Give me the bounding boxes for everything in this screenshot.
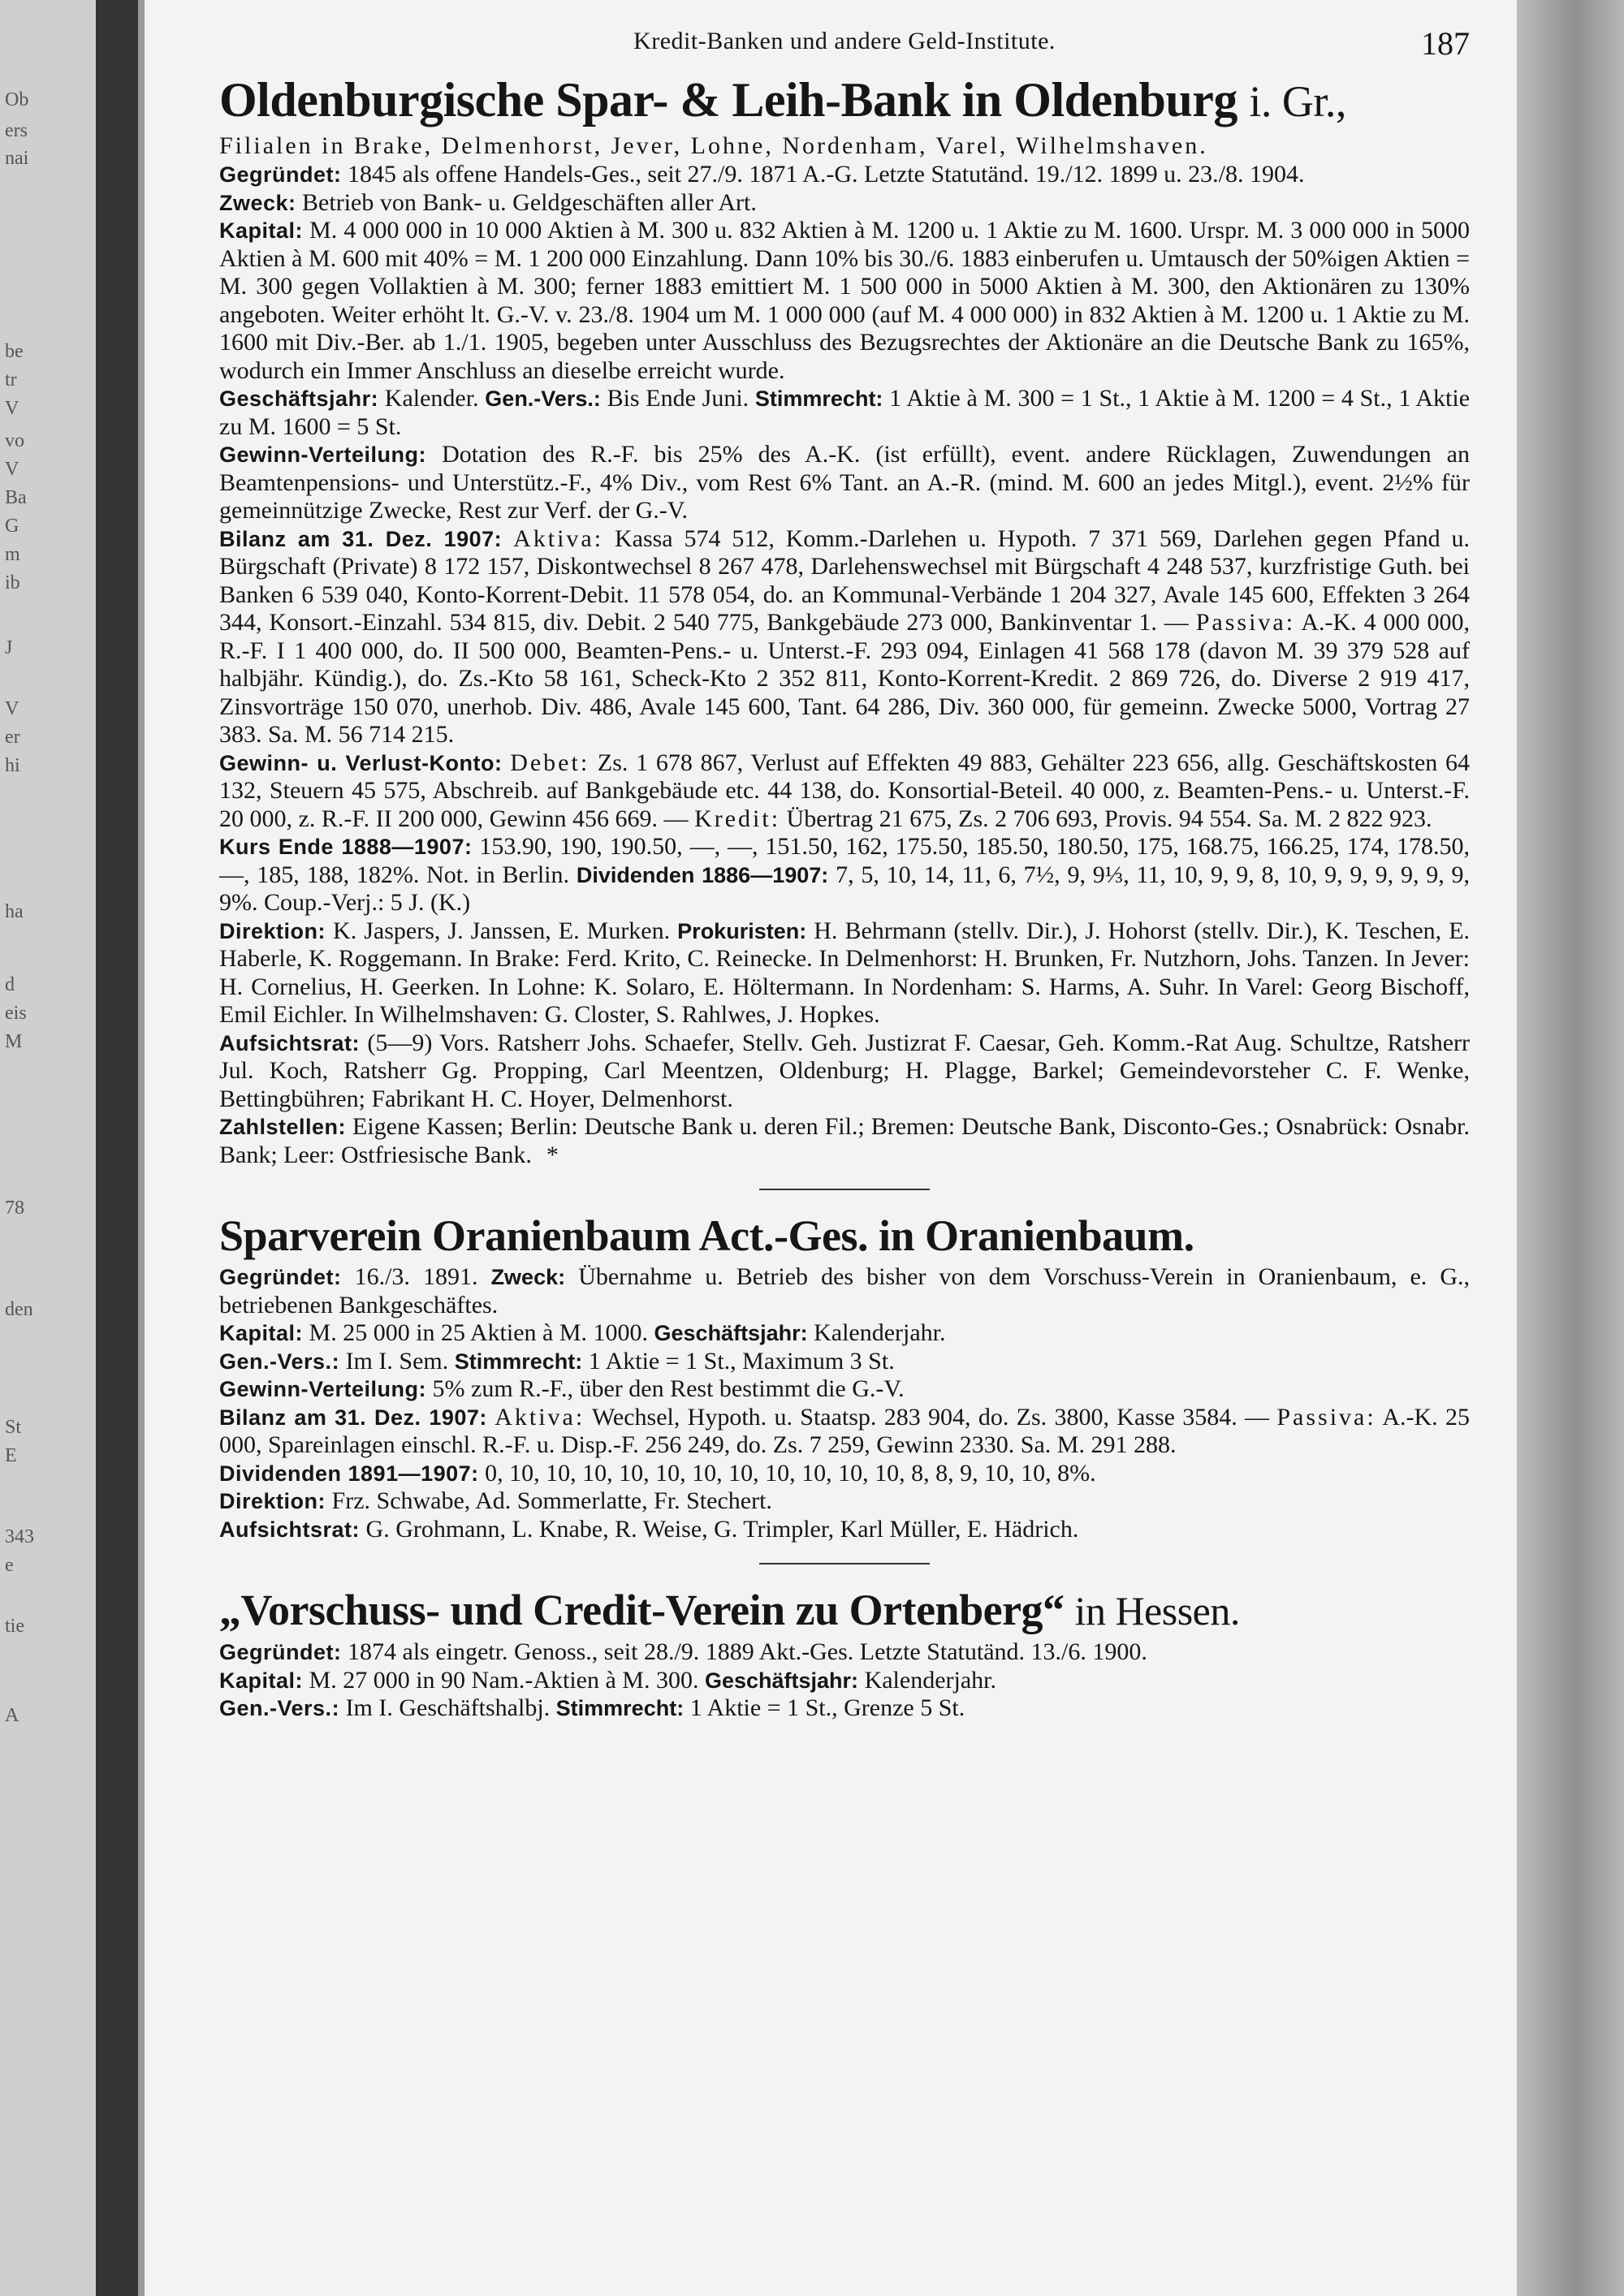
- entry-fiscal-year: [219, 385, 1470, 441]
- adjacent-page-fragment: ers: [5, 120, 28, 141]
- entry-capital: [219, 217, 1470, 385]
- aktiva-label: Aktiva:: [495, 1403, 585, 1431]
- entry-supervisory-board: [219, 1029, 1470, 1114]
- field-label: Gen.-Vers.:: [219, 1696, 340, 1720]
- adjacent-page-fragment: hi: [5, 755, 20, 776]
- adjacent-page-fragment: be: [5, 341, 24, 362]
- field-text: Übernahme u. Betrieb des bisher von dem Vorschuss-Verein in Oranienbaum, e. G., betriebenen Bankgeschäftes.: [219, 1263, 1471, 1318]
- adjacent-page-fragment: G: [5, 516, 19, 537]
- field-text: Eigene Kassen; Berlin: Deutsche Bank u. deren Fil.; Bremen: Deutsche Bank, Disconto-Ges.; Osnabrück: Osnabr. Bank; Leer: Ostfriesische Bank.: [219, 1113, 1470, 1168]
- entry-founded: [219, 161, 1470, 189]
- entry-paying-agents: [219, 1113, 1470, 1169]
- field-label: Direktion:: [219, 918, 326, 943]
- field-label: Gen.-Vers.:: [219, 1349, 340, 1374]
- field-text: H. Behrmann (stellv. Dir.), J. Hohorst (stellv. Dir.), K. Teschen, E. Haberle, K. Roggemann. In Brake: Ferd. Krito, C. Reinecke. In Delmenhorst: H. Brunken, Fr. Nutzhorn, Johs. Tanzen. In Jever: H. Cornelius, H. Geerken. In Lohne: K. Solaro, E. Höltermann. In Nordenham: S. Harms, A. Suhr. In Varel: Georg Bischoff, Emil Eichler. In Wilhelmshaven: G. Closter, S. Rahlwes, J. Hopkes.: [219, 917, 1471, 1028]
- field-label: Kapital:: [219, 1668, 304, 1693]
- adjacent-page-fragment: den: [5, 1299, 33, 1320]
- field-text: Im I. Sem.: [345, 1347, 449, 1375]
- entry-supervisory-board: [219, 1516, 1470, 1544]
- field-label: Gegründet:: [219, 1640, 342, 1664]
- field-label: Dividenden 1886—1907:: [576, 862, 829, 887]
- field-text: M. 27 000 in 90 Nam.-Aktien à M. 300.: [309, 1666, 699, 1694]
- entry-profit-distribution: [219, 441, 1470, 525]
- entry-capital: [219, 1667, 1470, 1695]
- field-label: Stimmrecht:: [754, 386, 883, 411]
- field-text: M. 4 000 000 in 10 000 Aktien à M. 300 u. 832 Aktien à M. 1200 u. 1 Aktie zu M. 1600. Urspr. M. 3 000 000 in 5000 Aktien à M. 600 mit 40% = M. 1 200 000 Einzahlung. Dann 10% bis 30./6. 1883 einberufen u. Umtausch der 50%igen Aktien = M. 300 gegen Vollaktien à M. 300; ferner 1883 emittiert M. 1 500 000 in 5000 Aktien à M. 300, den Aktionären zu 130% angeboten. Weiter erhöht lt. G.-V. v. 23./8. 1904 um M. 1 000 000 (auf M. 4 000 000) in 832 Aktien à M. 1200 u. 1 Aktie zu M. 1600 mit Div.-Ber. ab 1./1. 1905, begeben unter Ausschluss des Bezugsrechtes der Aktionäre an die Deutsche Bank zu 165%, wodurch ein Immer Anschluss an dieselbe erreicht wurde.: [219, 217, 1471, 384]
- asterisk-mark: *: [546, 1141, 559, 1168]
- entry-general-meeting: [219, 1348, 1470, 1376]
- adjacent-page-fragment: ha: [5, 901, 24, 922]
- field-text: Kalender.: [384, 385, 479, 412]
- field-label: Bilanz am 31. Dez. 1907:: [219, 1405, 487, 1430]
- field-text: Wechsel, Hypoth. u. Staatsp. 283 904, do. Zs. 3800, Kasse 3584. —: [591, 1403, 1270, 1431]
- field-text: 1845 als offene Handels-Ges., seit 27./9. 1871 A.-G. Letzte Statutänd. 19./12. 1899 u. 23./8. 1904.: [348, 161, 1305, 188]
- field-label: Direktion:: [219, 1489, 326, 1513]
- field-text: A.-K. 25 000, Spareinlagen einschl. R.-F. u. Disp.-F. 256 249, do. Zs. 7 259, Gewinn 2330. Sa. M. 291 288.: [219, 1403, 1470, 1458]
- adjacent-page-fragment: Ba: [5, 487, 27, 508]
- bank-title: [219, 1208, 1470, 1263]
- adjacent-page-fragment: eis: [5, 1003, 27, 1024]
- entry-founded: [219, 1263, 1470, 1319]
- adjacent-page-fragment: E: [5, 1445, 17, 1466]
- field-label: Gegründet:: [219, 1265, 342, 1289]
- field-text: 153.90, 190, 190.50, —, —, 151.50, 162, 175.50, 185.50, 180.50, 175, 168.75, 166.25, 174, 178.50, —, 185, 188, 182%. Not. in Berlin.: [219, 833, 1470, 888]
- field-label: Stimmrecht:: [454, 1349, 583, 1374]
- kredit-label: Kredit:: [694, 805, 781, 832]
- field-label: Gegründet:: [219, 162, 342, 187]
- aktiva-label: Aktiva:: [513, 524, 604, 552]
- field-label: Dividenden 1891—1907:: [219, 1461, 479, 1486]
- field-text: Betrieb von Bank- u. Geldgeschäften aller Art.: [302, 188, 757, 216]
- page-edge: [138, 0, 145, 2296]
- field-label: Aufsichtsrat:: [219, 1517, 361, 1542]
- passiva-label: Passiva:: [1195, 609, 1296, 636]
- entry-profit-loss: [219, 749, 1470, 834]
- page-number: 187: [1421, 25, 1470, 62]
- field-label: Gewinn- u. Verlust-Konto:: [219, 750, 503, 775]
- field-text: Kalenderjahr.: [864, 1666, 996, 1694]
- field-text: 1874 als eingetr. Genoss., seit 28./9. 1889 Akt.-Ges. Letzte Statutänd. 13./6. 1900.: [348, 1638, 1147, 1665]
- field-text: 1 Aktie = 1 St., Grenze 5 St.: [689, 1694, 965, 1721]
- field-text: Kassa 574 512, Komm.-Darlehen u. Hypoth. 7 371 569, Darlehen gegen Pfand u. Bürgschaft (Private) 8 172 157, Diskontwechsel 8 267 478, Darlehenswechsel mit Bürgschaft 4 248 537, kurzfristige Guth. bei Banken 6 539 040, Konto-Korrent-Debit. 11 578 054, do. an Kommunal-Verbände 1 204 327, Avale 145 600, Effekten 3 264 344, Konsort.-Einzahl. 534 815, div. Debit. 2 540 775, Bankgebäude 273 000, Bankinventar 1. —: [219, 524, 1471, 636]
- field-text: G. Grohmann, L. Knabe, R. Weise, G. Trimpler, Karl Müller, E. Hädrich.: [365, 1515, 1079, 1543]
- adjacent-page-fragment: vo: [5, 430, 24, 451]
- entry-management: [219, 1487, 1470, 1516]
- running-title: Kredit-Banken und andere Geld-Institute.: [633, 28, 1056, 54]
- field-text: 1 Aktie à M. 300 = 1 St., 1 Aktie à M. 1200 = 4 St., 1 Aktie zu M. 1600 = 5 St.: [219, 385, 1471, 440]
- bank-name: Oldenburgische Spar- & Leih-Bank in Oldenburg: [219, 73, 1237, 127]
- field-text: Kalenderjahr.: [814, 1319, 946, 1346]
- adjacent-page-fragment: A: [5, 1705, 19, 1726]
- field-label: Zahlstellen:: [219, 1115, 347, 1139]
- field-text: (5—9) Vors. Ratsherr Johs. Schaefer, Stellv. Geh. Justizrat F. Caesar, Geh. Komm.-Rat Aug. Schultze, Ratsherr Jul. Koch, Ratsherr Gg. Propping, Carl Meentzen, Oldenburg; H. Plagge, Barkel; Gemeindevorsteher C. F. Wenke, Bettingbühren; Fabrikant H. C. Hoyer, Delmenhorst.: [219, 1029, 1471, 1112]
- field-label: Kapital:: [219, 218, 304, 243]
- field-text: 0, 10, 10, 10, 10, 10, 10, 10, 10, 10, 10, 10, 8, 8, 9, 10, 10, 8%.: [485, 1459, 1096, 1487]
- field-text: Im I. Geschäftshalbj.: [345, 1694, 551, 1721]
- entry-share-price: [219, 833, 1470, 917]
- adjacent-page-fragment: 78: [5, 1198, 24, 1219]
- adjacent-page-fragment: ib: [5, 572, 20, 593]
- field-text: Frz. Schwabe, Ad. Sommerlatte, Fr. Stechert.: [331, 1487, 772, 1514]
- bank-title: [219, 70, 1470, 132]
- field-text: K. Jaspers, J. Janssen, E. Murken.: [333, 917, 671, 944]
- field-text: Übertrag 21 675, Zs. 2 706 693, Provis. 94 554. Sa. M. 2 822 923.: [786, 805, 1432, 832]
- field-label: Stimmrecht:: [555, 1696, 685, 1720]
- field-text: Bis Ende Juni.: [607, 385, 749, 412]
- page-content: [219, 24, 1470, 1723]
- entry-balance-sheet: [219, 525, 1470, 749]
- field-text: Zs. 1 678 867, Verlust auf Effekten 49 883, Gehälter 223 656, allg. Geschäftskosten 64 132, Steuern 45 575, Abschreib. auf Bankgebäude etc. 44 138, do. Konsortial-Beteil. 40 000, z. Beamten-Pens.- u. Unterst.-F. 20 000, z. R.-F. II 200 000, Gewinn 456 669. —: [219, 749, 1470, 832]
- section-divider: [759, 1189, 930, 1190]
- field-label: Kapital:: [219, 1321, 304, 1345]
- entry-purpose: [219, 189, 1470, 218]
- field-label: Zweck:: [490, 1265, 566, 1289]
- running-head: [219, 24, 1470, 70]
- passiva-label: Passiva:: [1276, 1403, 1376, 1431]
- adjacent-page-fragment: M: [5, 1031, 23, 1052]
- field-text: A.-K. 4 000 000, R.-F. I 1 400 000, do. II 500 000, Beamten-Pens.- u. Unterst.-F. 293 094, Einlagen 41 568 178 (davon M. 39 379 528 auf halbjähr. Kündig.), do. Zs.-Kto 58 161, Scheck-Kto 2 352 811, Konto-Korrent-Kredit. 2 869 726, do. Diverse 2 919 417, Zinsvorträge 150 070, unerhob. Div. 486, Avale 145 600, Tant. 64 286, Div. 360 000, für gemeinn. Zwecke 5000, Vortrag 27 383. Sa. M. 56 714 215.: [219, 609, 1470, 748]
- adjacent-page-fragment: e: [5, 1555, 14, 1576]
- field-text: 16./3. 1891.: [354, 1263, 478, 1290]
- adjacent-page-fragment: J: [5, 637, 13, 658]
- adjacent-page-strip: [0, 0, 96, 2296]
- field-label: Aufsichtsrat:: [219, 1030, 361, 1055]
- bank-name: Sparverein Oranienbaum Act.-Ges. in Oranienbaum.: [219, 1211, 1194, 1260]
- field-label: Bilanz am 31. Dez. 1907:: [219, 526, 503, 551]
- entry-balance-sheet: [219, 1404, 1470, 1460]
- field-label: Gewinn-Verteilung:: [219, 442, 427, 467]
- field-label: Geschäftsjahr:: [219, 386, 379, 411]
- bank-name: „Vorschuss- und Credit-Verein zu Ortenberg“: [219, 1586, 1065, 1634]
- adjacent-page-fragment: Ob: [5, 89, 29, 110]
- entry-founded: [219, 1638, 1470, 1667]
- field-label: Gewinn-Verteilung:: [219, 1377, 427, 1401]
- entry-profit-distribution: [219, 1375, 1470, 1404]
- entry-dividends: [219, 1460, 1470, 1488]
- branch-list: Filialen in Brake, Delmenhorst, Jever, Lohne, Nordenham, Varel, Wilhelmshaven.: [219, 132, 1208, 159]
- field-label: Geschäftsjahr:: [704, 1668, 859, 1693]
- field-text: 7, 5, 10, 14, 11, 6, 7½, 9, 9⅓, 11, 10, 9, 9, 8, 10, 9, 9, 9, 9, 9, 9, 9%. Coup.-Verj.: 5 J. (K.): [219, 861, 1471, 916]
- adjacent-page-fragment: 343: [5, 1526, 34, 1547]
- section-divider: [759, 1563, 930, 1564]
- field-label: Geschäftsjahr:: [654, 1321, 808, 1345]
- adjacent-page-fragment: er: [5, 727, 20, 748]
- adjacent-page-fragment: St: [5, 1417, 22, 1438]
- adjacent-page-fragment: m: [5, 544, 20, 565]
- field-text: Dotation des R.-F. bis 25% des A.-K. (ist erfüllt), event. andere Rücklagen, Zuwendungen an Beamtenpensions- und Unterstütz.-F., 4% Div., vom Rest 6% Tant. an A.-R. (mind. M. 600 an jedes Mitgl.), event. 2½% für gemeinnützige Zwecke, Rest zur Verf. der G.-V.: [219, 441, 1471, 524]
- field-text: 1 Aktie = 1 St., Maximum 3 St.: [588, 1347, 895, 1375]
- field-label: Kurs Ende 1888—1907:: [219, 835, 473, 859]
- debet-label: Debet:: [510, 749, 590, 776]
- bank-location-suffix: in Hessen.: [1074, 1588, 1240, 1634]
- adjacent-page-fragment: V: [5, 398, 19, 419]
- adjacent-page-fragment: nai: [5, 148, 29, 169]
- field-label: Gen.-Vers.:: [485, 386, 601, 411]
- adjacent-page-fragment: tie: [5, 1616, 24, 1637]
- right-page-edge: [1517, 0, 1624, 2296]
- entry-management: [219, 917, 1470, 1029]
- adjacent-page-fragment: tr: [5, 369, 17, 391]
- field-text: M. 25 000 in 25 Aktien à M. 1000.: [309, 1319, 649, 1346]
- field-label: Zweck:: [219, 190, 296, 215]
- entry-capital: [219, 1319, 1470, 1348]
- bank-title: [219, 1582, 1470, 1638]
- entry-general-meeting: [219, 1694, 1470, 1723]
- adjacent-page-fragment: d: [5, 974, 15, 995]
- adjacent-page-fragment: V: [5, 698, 19, 719]
- field-label: Prokuristen:: [677, 918, 807, 943]
- book-gutter: [96, 0, 138, 2296]
- bank-location-suffix: i. Gr.,: [1249, 77, 1346, 126]
- field-text: 5% zum R.-F., über den Rest bestimmt die G.-V.: [432, 1375, 905, 1402]
- adjacent-page-fragment: V: [5, 459, 19, 480]
